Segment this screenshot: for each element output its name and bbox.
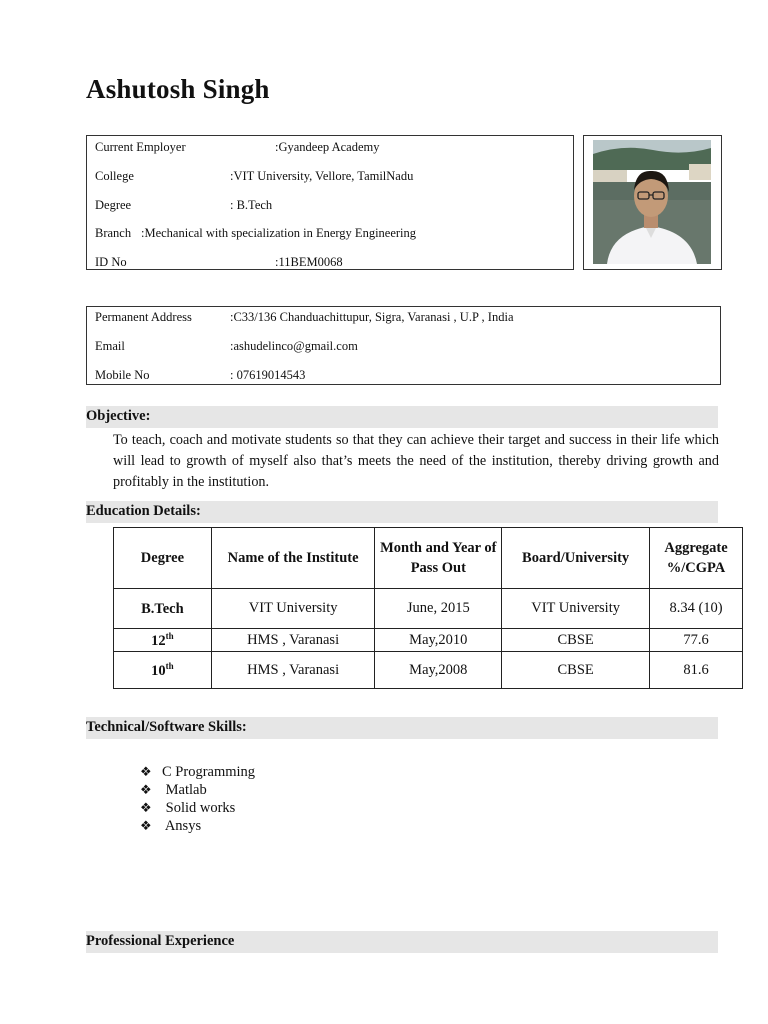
branch-value: :Mechanical with specialization in Energy Engineering — [141, 226, 417, 240]
score-cell: 81.6 — [650, 652, 743, 689]
email-row — [95, 339, 358, 354]
mobile-label: Mobile No — [95, 368, 150, 382]
personal-info-box — [86, 135, 574, 270]
branch-row — [95, 226, 417, 241]
score-cell: 77.6 — [650, 629, 743, 652]
employer-row — [95, 140, 380, 155]
institute-cell: HMS , Varanasi — [211, 652, 375, 689]
board-cell: CBSE — [502, 652, 650, 689]
table-row — [114, 589, 743, 629]
experience-heading-bar — [86, 931, 718, 953]
board-cell: VIT University — [502, 589, 650, 629]
header-passout: Month and Year of Pass Out — [375, 528, 502, 589]
college-label: College — [95, 169, 134, 183]
skills-list — [140, 763, 255, 835]
table-row — [114, 629, 743, 652]
list-item — [140, 817, 255, 835]
skill-label: Solid works — [162, 800, 236, 816]
year-cell: May,2010 — [375, 629, 502, 652]
diamond-bullet-icon: ❖ — [140, 800, 152, 815]
id-label: ID No — [95, 255, 127, 269]
email-value: :ashudelinco@gmail.com — [230, 339, 358, 353]
degree-cell: 12 — [151, 632, 166, 649]
degree-value: : B.Tech — [230, 198, 273, 212]
degree-cell: 10 — [151, 662, 166, 679]
branch-label: Branch — [95, 226, 132, 240]
employer-label: Current Employer — [95, 140, 186, 154]
header-institute: Name of the Institute — [211, 528, 375, 589]
education-heading: Education Details: — [86, 503, 201, 519]
id-row — [95, 255, 343, 270]
skill-label: Matlab — [162, 782, 207, 798]
degree-row — [95, 198, 273, 213]
skills-heading-bar — [86, 717, 718, 739]
header-board: Board/University — [502, 528, 650, 589]
header-degree: Degree — [114, 528, 212, 589]
list-item — [140, 781, 255, 799]
institute-cell: HMS , Varanasi — [211, 629, 375, 652]
education-header-row — [114, 528, 743, 589]
year-cell: May,2008 — [375, 652, 502, 689]
degree-label: Degree — [95, 198, 132, 212]
id-value: :11BEM0068 — [275, 255, 343, 269]
email-label: Email — [95, 339, 125, 353]
list-item — [140, 799, 255, 817]
employer-value: :Gyandeep Academy — [275, 140, 380, 154]
header-aggregate: Aggregate %/CGPA — [650, 528, 743, 589]
degree-suffix: th — [165, 630, 174, 641]
diamond-bullet-icon: ❖ — [140, 782, 152, 797]
score-cell: 8.34 (10) — [650, 589, 743, 629]
mobile-row — [95, 368, 306, 383]
profile-photo — [593, 140, 711, 264]
year-cell: June, 2015 — [375, 589, 502, 629]
institute-cell: VIT University — [211, 589, 375, 629]
objective-text: To teach, coach and motivate students so that they can achieve their target and success in their life which will lead to growth of myself also that’s meets the need of the institution, thereby driving growth and profitably in the institution. — [113, 432, 719, 490]
college-row — [95, 169, 414, 184]
table-row — [114, 652, 743, 689]
skill-label: C Programming — [162, 764, 256, 780]
photo-frame — [583, 135, 722, 270]
address-value: :C33/136 Chanduachittupur, Sigra, Varanasi , U.P , India — [230, 310, 514, 324]
objective-heading-bar — [86, 406, 718, 428]
diamond-bullet-icon: ❖ — [140, 818, 152, 833]
address-row — [95, 310, 514, 325]
skills-heading: Technical/Software Skills: — [86, 719, 247, 735]
board-cell: CBSE — [502, 629, 650, 652]
address-label: Permanent Address — [95, 310, 192, 324]
candidate-name: Ashutosh Singh — [86, 74, 270, 104]
education-heading-bar — [86, 501, 718, 523]
mobile-value: : 07619014543 — [230, 368, 306, 382]
contact-info-box — [86, 306, 721, 385]
diamond-bullet-icon: ❖ — [140, 764, 152, 779]
experience-heading: Professional Experience — [86, 933, 235, 949]
college-value: :VIT University, Vellore, TamilNadu — [230, 169, 414, 183]
skill-label: Ansys — [162, 818, 202, 834]
list-item — [140, 763, 255, 781]
degree-cell: B.Tech — [141, 600, 184, 617]
education-table — [113, 527, 743, 689]
objective-heading: Objective: — [86, 408, 151, 424]
degree-suffix: th — [165, 660, 174, 671]
